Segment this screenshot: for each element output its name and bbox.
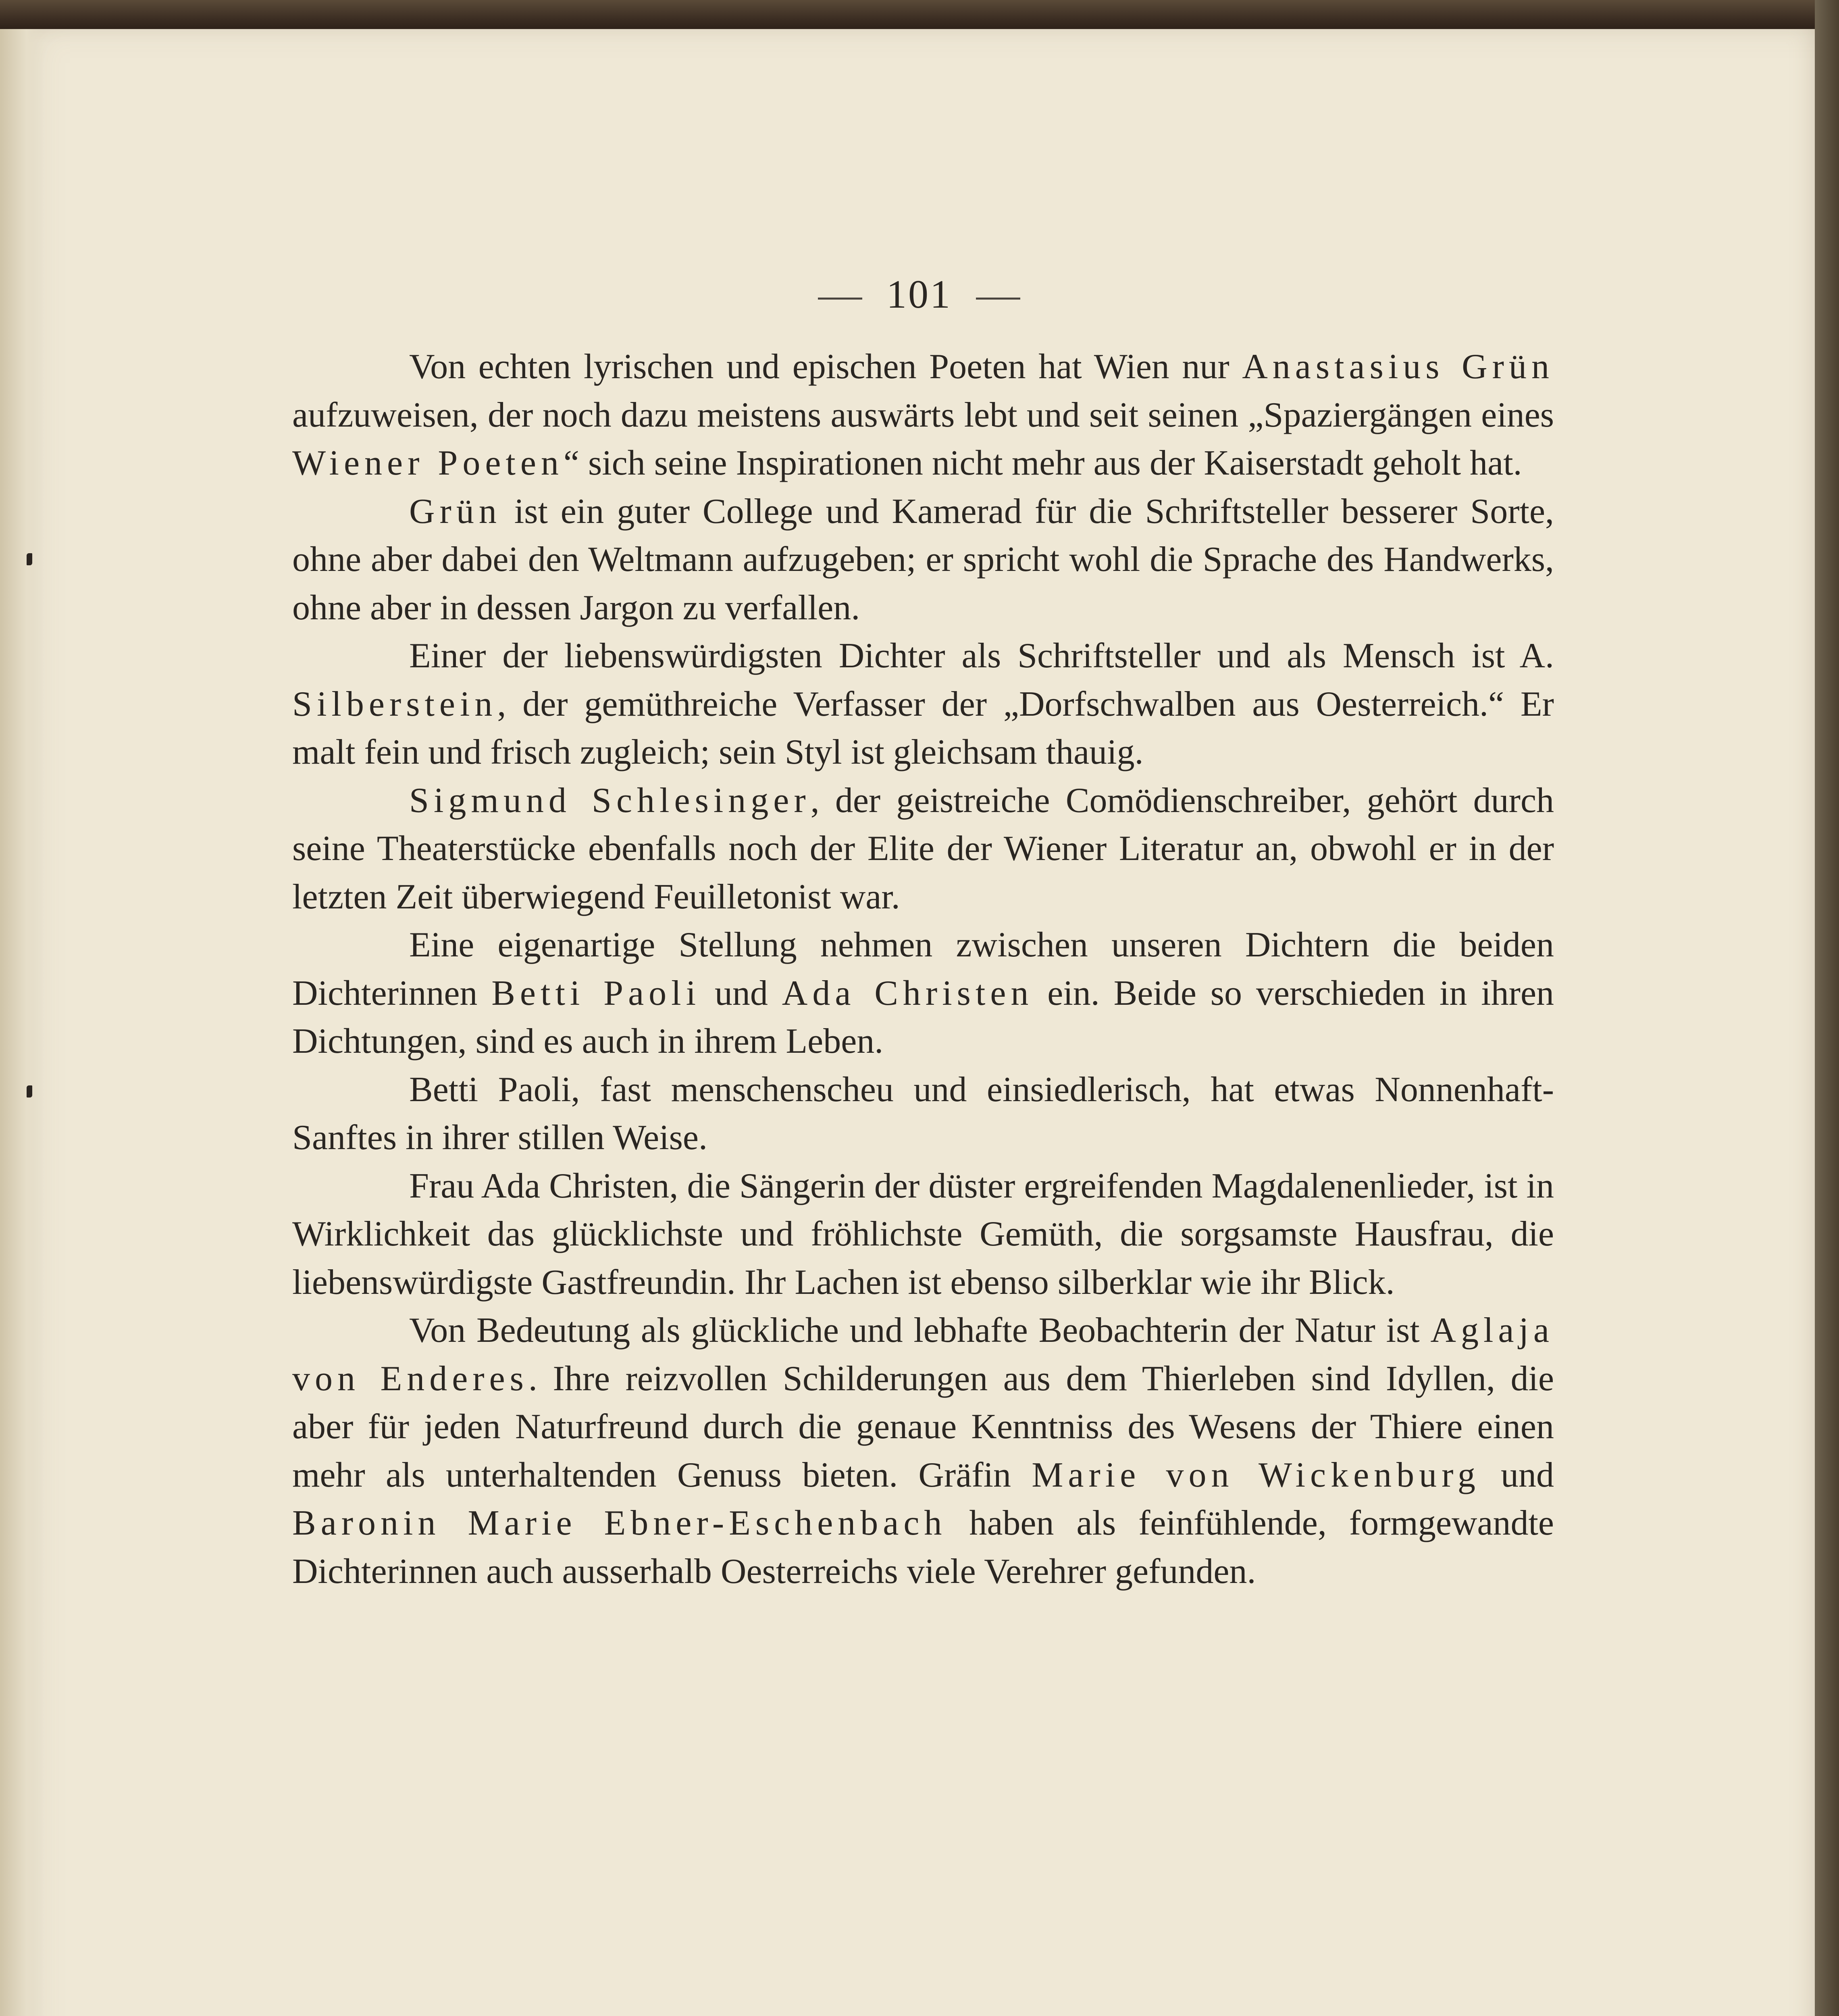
page-header [778,271,1060,317]
emphasized-name: Sigmund Schlesinger [409,781,811,820]
text-run: und [1480,1455,1554,1495]
paragraph [292,632,1554,777]
text-run: ein. Beide so verschieden in ihren Dichtungen, sind es auch in ihrem Leben. [292,973,1554,1061]
text-run: Eine eigenartige Stellung nehmen zwischen unseren Dichtern die beiden Dichterinnen [292,925,1554,1013]
emphasized-name: Marie von Wickenburg [1032,1455,1480,1495]
paragraph [292,777,1554,921]
emphasized-name: Anastasius Grün [1242,347,1554,386]
paragraph [292,921,1554,1066]
text-run: Von echten lyrischen und epischen Poeten hat Wien nur [409,347,1242,386]
text-run: Betti Paoli, fast menschenscheu und einsiedlerisch, hat etwas Nonnenhaft-Sanftes in ihrer stillen Weise. [292,1070,1554,1157]
text-run: ist ein guter College und Kamerad für die Schriftsteller besserer Sorte, ohne aber dabei den Weltmann aufzugeben; er spricht wohl die Sprache des Handwerks, ohne aber in dessen Jargon zu verfallen. [292,492,1554,627]
text-run: Frau Ada Christen, die Sängerin der düster ergreifenden Magdalenenlieder, ist in Wirklichkeit das glücklichste und fröhlichste Gemüth, die sorgsamste Hausfrau, die liebenswürdigste Gastfreundin. Ihr Lachen ist ebenso silberklar wie ihr Blick. [292,1166,1554,1302]
text-run: . Ihre reizvollen Schilderungen aus dem Thierleben sind Idyllen, die aber für jeden Naturfreund durch die genaue Kenntniss des Wesens der Thiere einen mehr als unterhaltenden Genuss bieten. Gräfin [292,1359,1554,1495]
text-run: Von Bedeutung als glückliche und lebhafte Beobachterin der Natur ist [409,1311,1431,1350]
page-number: 101 [886,272,952,317]
header-dash [976,298,1020,300]
emphasized-name: Grün [409,492,501,531]
text-run: haben als feinfühlende, formgewandte Dichterinnen auch ausserhalb Oesterreichs viele Verehrer gefunden. [292,1504,1554,1591]
text-run: Einer der liebenswürdigsten Dichter als Schriftsteller und als Mensch ist A. [409,636,1554,675]
text-run: “ sich seine Inspirationen nicht mehr aus der Kaiserstadt geholt hat. [563,444,1522,483]
emphasized-name: Silberstein [292,684,497,724]
emphasized-name: Ada Christen [782,973,1034,1013]
emphasized-name: Aglaja von Enderes [292,1311,1554,1398]
paragraph [292,1066,1554,1162]
body-text [292,343,1554,1595]
text-run: , der gemüthreiche Verfasser der „Dorfschwalben aus Oesterreich.“ Er malt fein und frisch zugleich; sein Styl ist gleichsam thauig. [292,684,1554,772]
page-gutter [0,29,44,2016]
book-binding-top [0,0,1839,32]
text-run: und [701,973,782,1013]
text-run: aufzuweisen, der noch dazu meistens auswärts lebt und seit seinen „Spaziergängen eines [292,395,1554,435]
gutter-mark [27,1085,32,1098]
gutter-mark [27,553,32,565]
paragraph [292,487,1554,632]
header-dash [818,298,862,300]
text-run: , der geistreiche Comödienschreiber, gehört durch seine Theaterstücke ebenfalls noch der Elite der Wiener Literatur an, obwohl er in der letzten Zeit überwiegend Feuilletonist war. [292,781,1554,916]
book-binding-edge [1815,0,1839,2016]
paragraph [292,1162,1554,1307]
paragraph [292,343,1554,487]
paragraph [292,1306,1554,1595]
emphasized-name: Wiener Poeten [292,444,564,483]
emphasized-name: Betti Paoli [491,973,701,1013]
emphasized-name: Baronin Marie Ebner-Eschenbach [292,1504,947,1543]
